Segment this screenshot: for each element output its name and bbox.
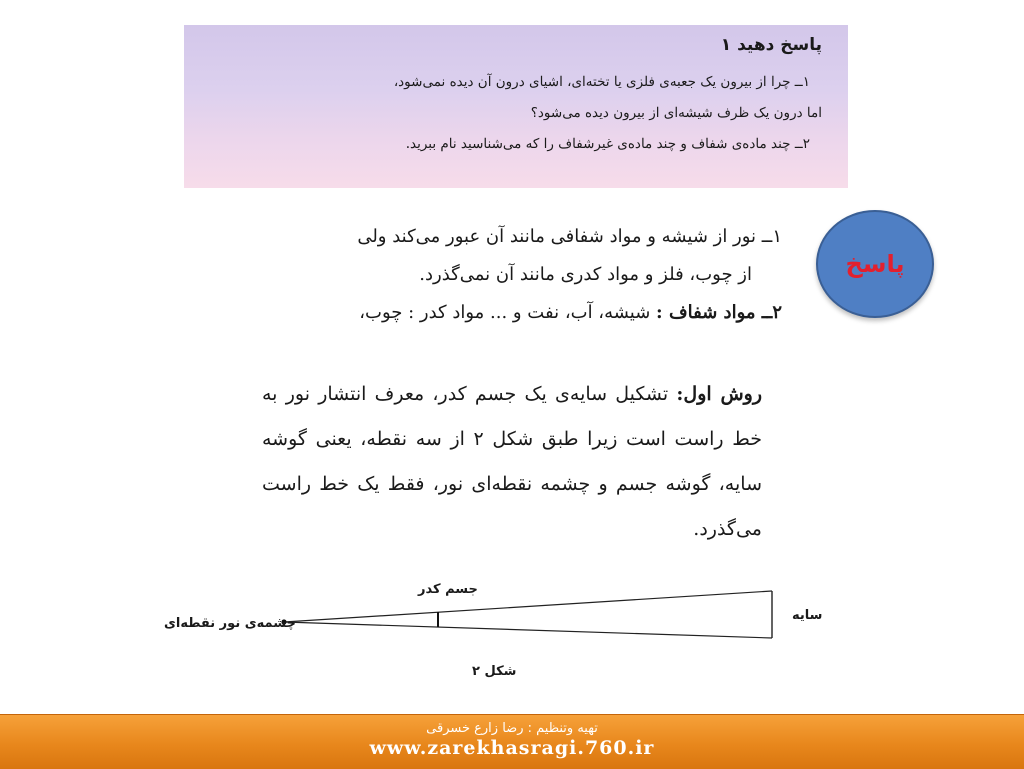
question-title: پاسخ دهید ۱ (720, 35, 822, 55)
shadow-figure (150, 574, 850, 694)
answer-line-3 (262, 294, 782, 332)
answer-line-3-text: شیشه، آب، نفت و ... مواد کدر : چوب، (359, 302, 657, 323)
shadow-label: سایه (792, 608, 823, 623)
method-text: تشکیل سایه‌ی یک جسم کدر، معرف انتشار نور به خط راست است زیرا طبق شکل ۲ از سه نقطه، یعنی گوشه سایه، گوشه جسم و چشمه نقطه‌ای نور، فقط یک خط راست می‌گذرد. (262, 383, 762, 540)
upper-ray-line (284, 591, 772, 622)
answer-badge-label: پاسخ (845, 250, 905, 278)
light-source-label: چشمه‌ی نور نقطه‌ای (164, 616, 296, 631)
answer-badge[interactable] (816, 210, 934, 318)
answer-line-2: از چوب، فلز و مواد کدری مانند آن نمی‌گذرد. (419, 264, 752, 285)
opaque-object-label: جسم کدر (418, 582, 478, 597)
answer-line-3-label: ۲ــ مواد شفاف : (656, 302, 782, 323)
footer-credit: تهیه وتنظیم : رضا زارع خسرقی (426, 721, 598, 736)
question-line-2: اما درون یک ظرف شیشه‌ای از بیرون دیده می‌شود؟ (530, 105, 822, 121)
question-box (184, 25, 848, 188)
figure-caption: شکل ۲ (472, 664, 517, 679)
question-text (204, 67, 822, 160)
answer-line-1: ۱ــ نور از شیشه و مواد شفافی مانند آن عبور می‌کند ولی (357, 226, 782, 247)
footer-url-link[interactable]: www.zarekhasragi.760.ir (369, 737, 655, 759)
question-line-3: ۲ــ چند ماده‌ی شفاف و چند ماده‌ی غیرشفاف را که می‌شناسید نام ببرید. (405, 136, 810, 152)
method-label: روش اول: (676, 383, 762, 405)
question-line-1: ۱ــ چرا از بیرون یک جعبه‌ی فلزی یا تخته‌ای، اشیای درون آن دیده نمی‌شود، (393, 74, 810, 90)
lower-ray-line (284, 622, 772, 638)
footer-bar (0, 714, 1024, 769)
method-paragraph (262, 372, 762, 552)
answer-text (262, 218, 782, 332)
